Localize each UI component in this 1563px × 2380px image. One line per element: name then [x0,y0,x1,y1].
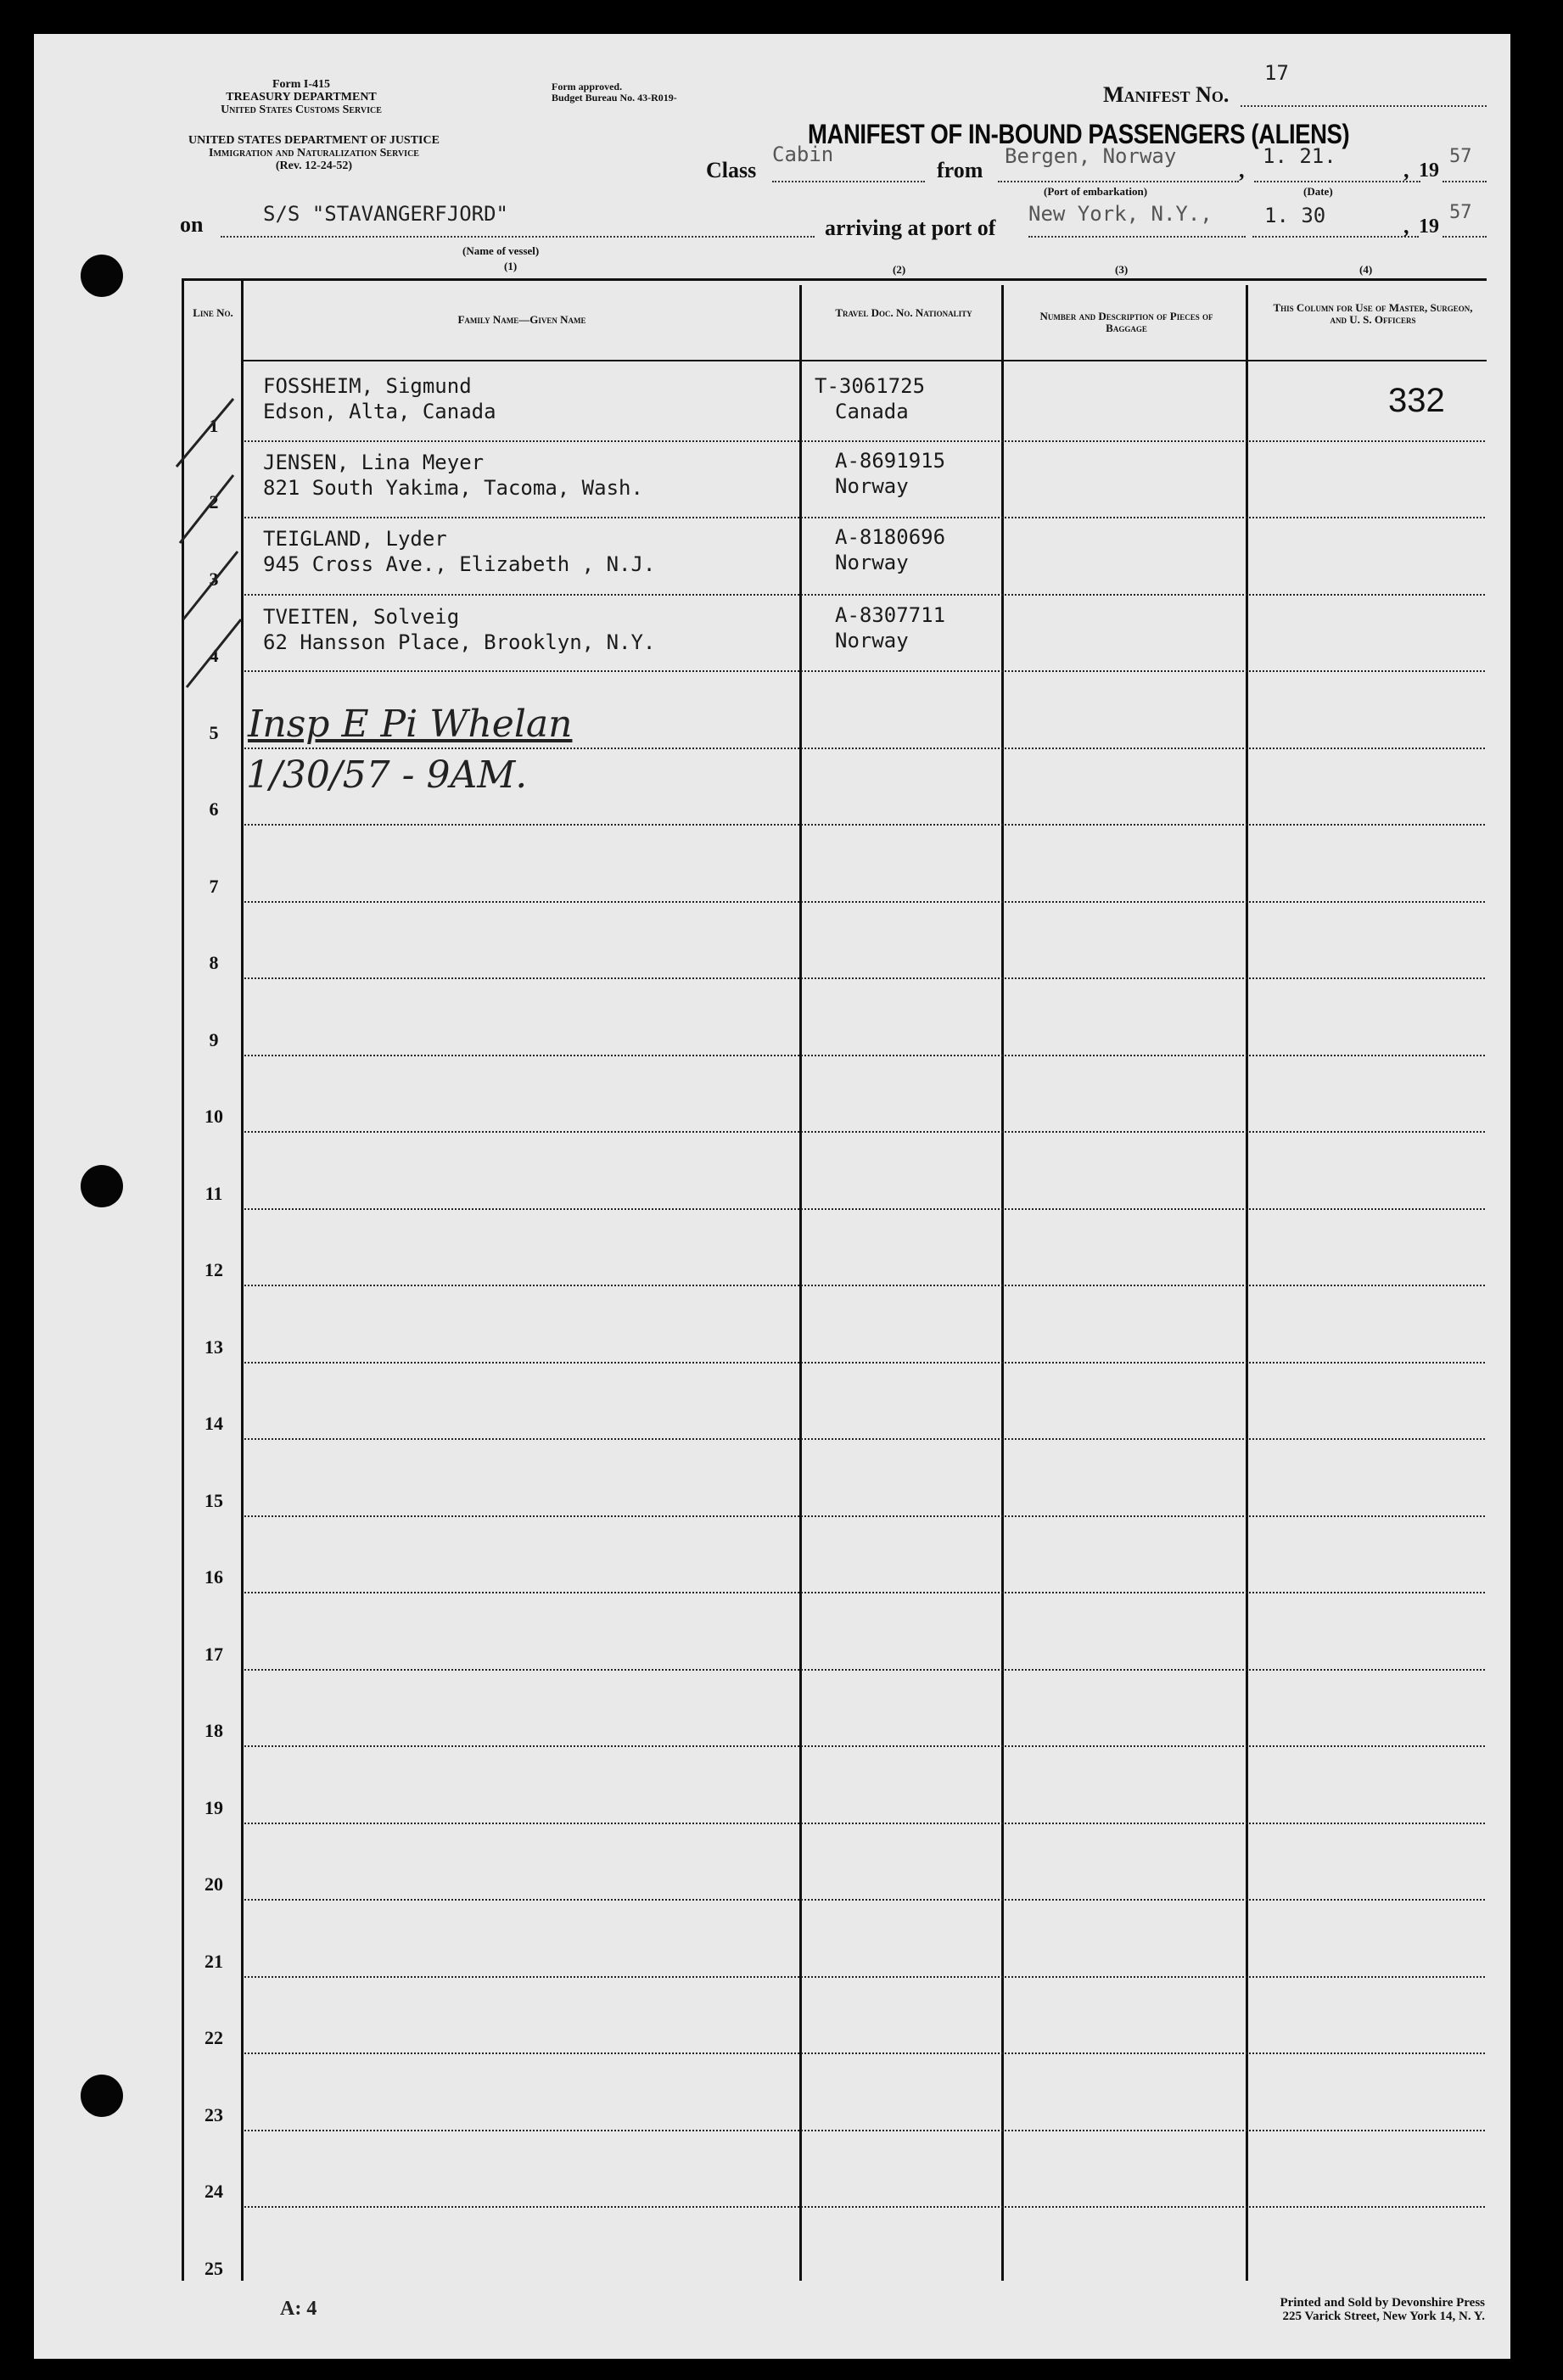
row-separator [244,440,1485,442]
line-number: 19 [204,1797,223,1818]
line-number: 13 [204,1336,223,1358]
arriving-label: arriving at port of [825,216,996,240]
treasury-dept: TREASURY DEPARTMENT [226,91,377,104]
divider-baggage [1246,285,1248,2281]
line-number: 22 [204,2027,223,2048]
departure-year: 57 [1449,146,1472,167]
date-caption: (Date) [1303,185,1333,198]
row-separator [244,1438,1485,1440]
line-number: 2 [209,491,219,512]
vessel-name: S/S "STAVANGERFJORD" [263,202,508,226]
passenger-2-nationality: Norway [835,474,909,498]
col3-number: (3) [1115,263,1129,276]
justice-header [170,134,458,172]
line-number: 5 [209,722,219,743]
check-marks [153,373,255,696]
row-separator [244,1976,1485,1978]
row-separator [244,748,1485,749]
department-header [195,78,407,116]
check-mark-2 [180,475,233,543]
col-header-officers: This Column for Use of Master, Surgeon, and U. S. Officers [1273,301,1473,326]
col-header-line-no: Line No. [193,306,233,319]
row-separator [244,1131,1485,1133]
row-separator [244,2206,1485,2208]
manifest-no-label: Manifest No. [1103,82,1230,107]
row-separator [244,977,1485,979]
line-number: 10 [204,1106,223,1127]
depart-year-prefix: 19 [1419,160,1439,182]
divider-doc [1001,285,1004,2281]
binder-hole-middle [81,1165,123,1207]
passenger-4-address: 62 Hansson Place, Brooklyn, N.Y. [263,630,656,654]
line-number: 15 [204,1490,223,1511]
passenger-1-name: FOSSHEIM, Sigmund [263,374,472,398]
passenger-2-doc: A-8691915 [835,449,946,473]
row-separator [244,1208,1485,1210]
binder-hole-bottom [81,2075,123,2117]
printer-credit: Printed and Sold by Devonshire Press 225 Varick Street, New York 14, N. Y. [1280,2296,1485,2323]
row-separator [244,2130,1485,2131]
arrival-date: 1. 30 [1264,204,1326,227]
row-separator [244,2052,1485,2054]
embarkation-port: Bergen, Norway [1005,144,1177,168]
from-line [998,181,1239,182]
col-header-baggage: Number and Description of Pieces of Baggage [1039,310,1213,334]
vessel-line [221,236,815,238]
line-number: 24 [204,2181,223,2202]
form-number: Form I-415 [272,78,331,91]
page-title: MANIFEST OF IN-BOUND PASSENGERS (ALIENS) [808,119,1350,149]
manifest-no-line [1241,105,1487,107]
class-value: Cabin [772,143,834,166]
passenger-1-officer-note: 332 [1388,382,1445,419]
customs-service: United States Customs Service [221,104,382,116]
col2-number: (2) [893,263,906,276]
passenger-1-address: Edson, Alta, Canada [263,400,496,423]
header-bottom-border [243,360,1487,361]
line-number: 6 [209,798,219,820]
passenger-1-doc: T-3061725 [815,374,926,398]
form-approval: Form approved. Budget Bureau No. 43-R019- [552,81,677,104]
line-number: 11 [204,1183,223,1204]
row-separator [244,1592,1485,1593]
row-separator [244,517,1485,518]
line-number: 18 [204,1720,223,1741]
from-label: from [937,158,983,182]
arrival-port: New York, N.Y., [1028,202,1213,226]
row-separator [244,901,1485,903]
row-separator [244,1362,1485,1364]
departure-date: 1. 21. [1263,144,1336,168]
line-number: 20 [204,1873,223,1895]
passenger-1-nationality: Canada [835,400,909,423]
inspection-datetime: 1/30/57 - 9AM. [246,753,528,797]
line-number: 17 [204,1644,223,1665]
arrival-date-line [1252,236,1419,238]
check-mark-4 [187,619,241,687]
line-number: 23 [204,2104,223,2125]
passenger-4-name: TVEITEN, Solveig [263,605,460,629]
line-number: 8 [209,952,219,973]
row-separator [244,824,1485,826]
passenger-4-nationality: Norway [835,629,909,652]
row-separator [244,1669,1485,1671]
line-number: 4 [209,645,219,666]
line-number: 14 [204,1413,223,1434]
passenger-3-doc: A-8180696 [835,525,946,549]
row-separator [244,1055,1485,1056]
col4-number: (4) [1359,263,1373,276]
passenger-3-address: 945 Cross Ave., Elizabeth , N.J. [263,552,656,576]
manifest-sheet [34,34,1510,2359]
passenger-3-name: TEIGLAND, Lyder [263,527,447,551]
row-separator [244,1899,1485,1901]
inspection-signature: Insp E Pi Whelan [248,703,573,746]
arrival-year-line [1443,236,1487,238]
row-separator [244,594,1485,596]
line-number: 25 [204,2258,223,2279]
justice-dept: UNITED STATES DEPARTMENT OF JUSTICE [188,134,440,147]
line-number: 21 [204,1951,223,1972]
row-separator [244,1745,1485,1747]
check-mark-3 [183,552,238,619]
row-separator [244,670,1485,672]
passenger-3-nationality: Norway [835,551,909,574]
col-header-travel-doc: Travel Doc. No. Nationality [835,306,972,319]
check-mark-1 [176,399,233,467]
row-separator [244,1285,1485,1286]
ins-service: Immigration and Naturalization Service [209,147,419,160]
manifest-number: 17 [1264,61,1289,85]
row-separator [244,1515,1485,1517]
row-separator [244,1823,1485,1824]
line-number: 1 [209,415,219,436]
passenger-4-doc: A-8307711 [835,603,946,627]
line-number: 9 [209,1029,219,1050]
arrival-port-line [1028,236,1246,238]
arrival-year-prefix: 19 [1419,216,1439,238]
class-label: Class [706,158,757,182]
page-mark: A: 4 [280,2298,317,2320]
line-number: 16 [204,1566,223,1588]
col-header-name: Family Name—Given Name [457,313,586,326]
revision-date: (Rev. 12-24-52) [275,160,353,172]
port-caption: (Port of embarkation) [1044,185,1148,198]
binder-hole-top [81,255,123,297]
arrival-year: 57 [1449,202,1472,223]
class-line [772,181,925,182]
line-number: 12 [204,1259,223,1280]
col1-number: (1) [504,260,518,272]
vessel-caption: (Name of vessel) [462,244,540,257]
line-number: 3 [209,568,219,590]
depart-year-line [1443,181,1487,182]
line-number: 7 [209,876,219,897]
passenger-2-address: 821 South Yakima, Tacoma, Wash. [263,476,643,500]
table-top-border [182,278,1487,281]
passenger-2-name: JENSEN, Lina Meyer [263,451,485,474]
depart-date-line [1254,181,1420,182]
divider-name [799,285,802,2281]
on-label: on [180,212,204,237]
